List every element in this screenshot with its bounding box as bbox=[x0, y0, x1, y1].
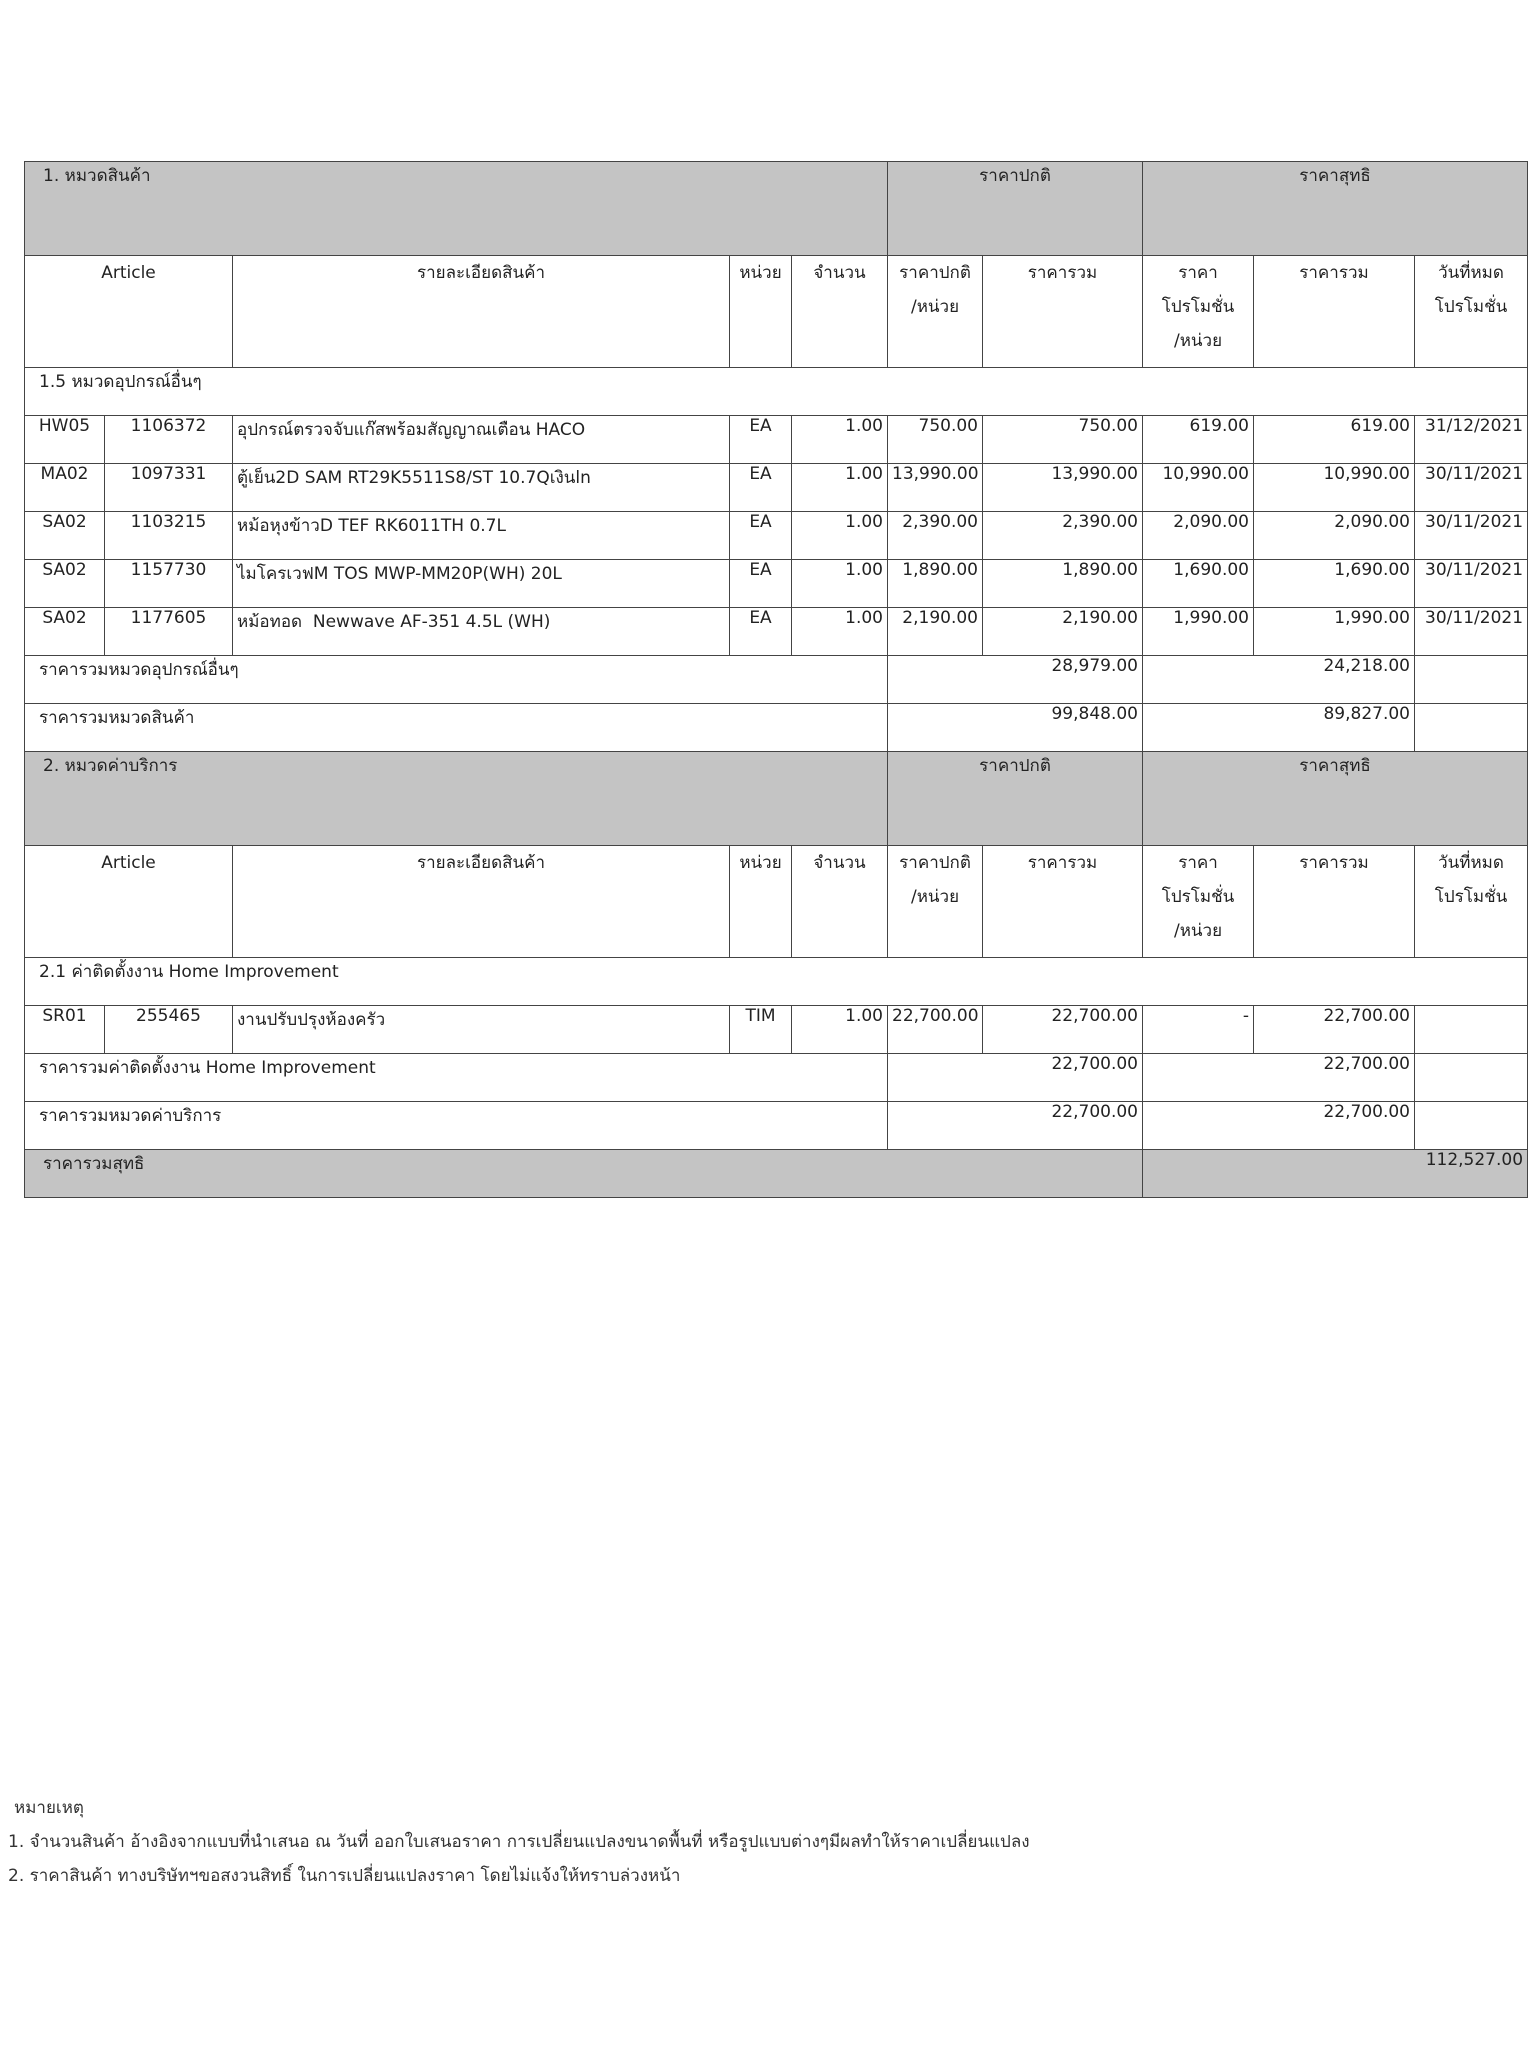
item-qty: 1.00 bbox=[792, 416, 888, 464]
total-net: 22,700.00 bbox=[1143, 1102, 1415, 1150]
item-unit: EA bbox=[730, 416, 792, 464]
section2-subtotal-row bbox=[25, 1054, 1528, 1102]
item-qty: 1.00 bbox=[792, 464, 888, 512]
item-total: 750.00 bbox=[983, 416, 1143, 464]
item-promo-total: 619.00 bbox=[1254, 416, 1415, 464]
item-unit: EA bbox=[730, 512, 792, 560]
item-total: 22,700.00 bbox=[983, 1006, 1143, 1054]
col-description: รายละเอียดสินค้า bbox=[233, 256, 730, 368]
table-row bbox=[25, 560, 1528, 608]
item-price: 13,990.00 bbox=[888, 464, 983, 512]
section1-subcategory-row bbox=[25, 368, 1528, 416]
item-code: MA02 bbox=[25, 464, 105, 512]
item-article: 255465 bbox=[105, 1006, 233, 1054]
section1-subtotal-row bbox=[25, 656, 1528, 704]
item-promo-price: 1,690.00 bbox=[1143, 560, 1254, 608]
section2-normal-price-header: ราคาปกติ bbox=[888, 752, 1143, 846]
section1-normal-price-header: ราคาปกติ bbox=[888, 162, 1143, 256]
section1-title-row bbox=[25, 162, 1528, 256]
item-article: 1177605 bbox=[105, 608, 233, 656]
item-description: ตู้เย็น2D SAM RT29K5511S8/ST 10.7Qเงินln bbox=[233, 464, 730, 512]
item-price: 22,700.00 bbox=[888, 1006, 983, 1054]
subtotal-label: ราคารวมค่าติดตั้งงาน Home Improvement bbox=[25, 1054, 888, 1102]
note-line-2: 2. ราคาสินค้า ทางบริษัทฯขอสงวนสิทธิ์ ในการเปลี่ยนแปลงราคา โดยไม่แจ้งให้ทราบล่วงหน้า bbox=[8, 1866, 681, 1886]
item-promo-end: 30/11/2021 bbox=[1415, 560, 1528, 608]
section2-subcategory-row bbox=[25, 958, 1528, 1006]
section2-net-price-header: ราคาสุทธิ bbox=[1143, 752, 1528, 846]
total-normal: 22,700.00 bbox=[888, 1102, 1143, 1150]
section1-column-headers bbox=[25, 256, 1528, 368]
item-promo-total: 22,700.00 bbox=[1254, 1006, 1415, 1054]
table-row bbox=[25, 416, 1528, 464]
col-price-per-unit: ราคาปกติ /หน่วย bbox=[888, 256, 983, 368]
total-label: ราคารวมหมวดสินค้า bbox=[25, 704, 888, 752]
item-promo-price: 2,090.00 bbox=[1143, 512, 1254, 560]
col-article: Article bbox=[25, 846, 233, 958]
item-promo-end: 30/11/2021 bbox=[1415, 464, 1528, 512]
note-line-1: 1. จำนวนสินค้า อ้างอิงจากแบบที่นำเสนอ ณ วันที่ ออกใบเสนอราคา การเปลี่ยนแปลงขนาดพื้นที่ หรือรูปแบบต่างๆมีผลทำให้ราคาเปลี่ยนแปลง bbox=[8, 1832, 1030, 1852]
subtotal-label: ราคารวมหมวดอุปกรณ์อื่นๆ bbox=[25, 656, 888, 704]
subcategory-label: 2.1 ค่าติดตั้งงาน Home Improvement bbox=[25, 958, 1528, 1006]
item-article: 1157730 bbox=[105, 560, 233, 608]
item-unit: EA bbox=[730, 560, 792, 608]
item-description: อุปกรณ์ตรวจจับแก๊สพร้อมสัญญาณเตือน HACO bbox=[233, 416, 730, 464]
total-label: ราคารวมหมวดค่าบริการ bbox=[25, 1102, 888, 1150]
item-promo-end: 30/11/2021 bbox=[1415, 608, 1528, 656]
item-article: 1097331 bbox=[105, 464, 233, 512]
total-normal: 99,848.00 bbox=[888, 704, 1143, 752]
item-promo-price: 10,990.00 bbox=[1143, 464, 1254, 512]
col-price-per-unit: ราคาปกติ /หน่วย bbox=[888, 846, 983, 958]
col-promo-price: ราคา โปรโมชั่น /หน่วย bbox=[1143, 846, 1254, 958]
subtotal-net: 22,700.00 bbox=[1143, 1054, 1415, 1102]
item-promo-price: 1,990.00 bbox=[1143, 608, 1254, 656]
item-promo-end: 31/12/2021 bbox=[1415, 416, 1528, 464]
quotation-table bbox=[24, 161, 1528, 1198]
item-price: 750.00 bbox=[888, 416, 983, 464]
item-promo-end bbox=[1415, 1006, 1528, 1054]
item-qty: 1.00 bbox=[792, 608, 888, 656]
table-row bbox=[25, 464, 1528, 512]
col-promo-total: ราคารวม bbox=[1254, 846, 1415, 958]
section2-title-row bbox=[25, 752, 1528, 846]
item-description: งานปรับปรุงห้องครัว bbox=[233, 1006, 730, 1054]
subtotal-net: 24,218.00 bbox=[1143, 656, 1415, 704]
table-row bbox=[25, 1006, 1528, 1054]
col-unit: หน่วย bbox=[730, 846, 792, 958]
item-qty: 1.00 bbox=[792, 512, 888, 560]
grand-total-row bbox=[25, 1150, 1528, 1198]
item-code: SA02 bbox=[25, 512, 105, 560]
item-promo-total: 10,990.00 bbox=[1254, 464, 1415, 512]
col-qty: จำนวน bbox=[792, 846, 888, 958]
item-total: 2,190.00 bbox=[983, 608, 1143, 656]
item-description: หม้อหุงข้าวD TEF RK6011TH 0.7L bbox=[233, 512, 730, 560]
item-promo-end: 30/11/2021 bbox=[1415, 512, 1528, 560]
table-row bbox=[25, 512, 1528, 560]
col-promo-end: วันที่หมด โปรโมชั่น bbox=[1415, 256, 1528, 368]
item-code: HW05 bbox=[25, 416, 105, 464]
col-total: ราคารวม bbox=[983, 846, 1143, 958]
section2-column-headers bbox=[25, 846, 1528, 958]
section1-net-price-header: ราคาสุทธิ bbox=[1143, 162, 1528, 256]
grand-total-value: 112,527.00 bbox=[1143, 1150, 1528, 1198]
item-promo-price: - bbox=[1143, 1006, 1254, 1054]
col-article: Article bbox=[25, 256, 233, 368]
item-description: ไมโครเวฟM TOS MWP-MM20P(WH) 20L bbox=[233, 560, 730, 608]
col-unit: หน่วย bbox=[730, 256, 792, 368]
item-total: 13,990.00 bbox=[983, 464, 1143, 512]
grand-total-label: ราคารวมสุทธิ bbox=[25, 1150, 1143, 1198]
item-promo-total: 2,090.00 bbox=[1254, 512, 1415, 560]
item-unit: TIM bbox=[730, 1006, 792, 1054]
subtotal-normal: 22,700.00 bbox=[888, 1054, 1143, 1102]
item-unit: EA bbox=[730, 608, 792, 656]
item-unit: EA bbox=[730, 464, 792, 512]
item-article: 1103215 bbox=[105, 512, 233, 560]
item-promo-total: 1,690.00 bbox=[1254, 560, 1415, 608]
subcategory-label: 1.5 หมวดอุปกรณ์อื่นๆ bbox=[25, 368, 1528, 416]
item-qty: 1.00 bbox=[792, 1006, 888, 1054]
item-total: 1,890.00 bbox=[983, 560, 1143, 608]
item-code: SR01 bbox=[25, 1006, 105, 1054]
section2-title: 2. หมวดค่าบริการ bbox=[25, 752, 888, 846]
item-total: 2,390.00 bbox=[983, 512, 1143, 560]
item-article: 1106372 bbox=[105, 416, 233, 464]
item-promo-price: 619.00 bbox=[1143, 416, 1254, 464]
section1-title: 1. หมวดสินค้า bbox=[25, 162, 888, 256]
col-total: ราคารวม bbox=[983, 256, 1143, 368]
col-promo-price: ราคา โปรโมชั่น /หน่วย bbox=[1143, 256, 1254, 368]
item-price: 2,390.00 bbox=[888, 512, 983, 560]
col-promo-total: ราคารวม bbox=[1254, 256, 1415, 368]
item-code: SA02 bbox=[25, 560, 105, 608]
item-price: 1,890.00 bbox=[888, 560, 983, 608]
total-net: 89,827.00 bbox=[1143, 704, 1415, 752]
notes-title: หมายเหตุ bbox=[14, 1798, 84, 1818]
item-qty: 1.00 bbox=[792, 560, 888, 608]
item-description: หม้อทอด Newwave AF-351 4.5L (WH) bbox=[233, 608, 730, 656]
item-code: SA02 bbox=[25, 608, 105, 656]
subtotal-normal: 28,979.00 bbox=[888, 656, 1143, 704]
table-row bbox=[25, 608, 1528, 656]
item-price: 2,190.00 bbox=[888, 608, 983, 656]
col-description: รายละเอียดสินค้า bbox=[233, 846, 730, 958]
section1-total-row bbox=[25, 704, 1528, 752]
item-promo-total: 1,990.00 bbox=[1254, 608, 1415, 656]
col-promo-end: วันที่หมด โปรโมชั่น bbox=[1415, 846, 1528, 958]
section2-total-row bbox=[25, 1102, 1528, 1150]
col-qty: จำนวน bbox=[792, 256, 888, 368]
